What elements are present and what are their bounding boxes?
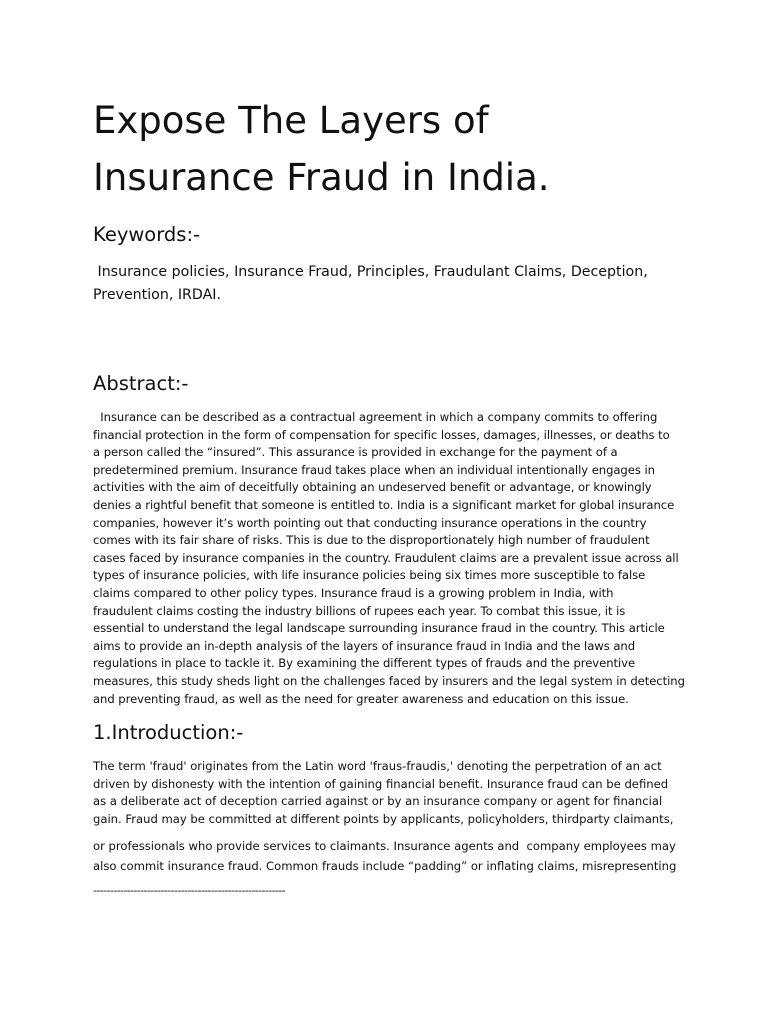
abstract-line: regulations in place to tackle it. By examining the different types of frauds and the preventive (93, 656, 636, 671)
keywords-line: Prevention, IRDAI. (93, 287, 221, 303)
abstract-line: activities with the aim of deceitfully obtaining an undeserved benefit or advantage, or knowingly (93, 480, 652, 495)
footnote-separator: --------------------------------------------------------- (93, 884, 286, 898)
abstract-line: cases faced by insurance companies in the country. Fraudulent claims are a prevalent issue across all (93, 550, 679, 565)
intro-line: or professionals who provide services to claimants. Insurance agents and company employees may (93, 839, 676, 854)
intro-line: as a deliberate act of deception carried against or by an insurance company or agent for financial (93, 794, 663, 809)
abstract-paragraph (93, 409, 683, 708)
abstract-line: aims to provide an in-depth analysis of the layers of insurance fraud in India and the laws and (93, 638, 635, 653)
intro-line: gain. Fraud may be committed at different points by applicants, policyholders, thirdparty claimants, (93, 811, 674, 826)
abstract-line: a person called the “insured”. This assurance is provided in exchange for the payment of a (93, 445, 618, 460)
abstract-line: types of insurance policies, with life insurance policies being six times more susceptible to false (93, 568, 646, 583)
abstract-line: and preventing fraud, as well as the need for greater awareness and education on this issue. (93, 691, 629, 706)
document-title (93, 92, 683, 206)
abstract-line: denies a rightful benefit that someone is entitled to. India is a significant market for global insurance (93, 497, 675, 512)
abstract-line: Insurance can be described as a contractual agreement in which a company commits to offering (93, 410, 658, 424)
abstract-line: claims compared to other policy types. Insurance fraud is a growing problem in India, with (93, 585, 614, 600)
title-line-1: Expose The Layers of (93, 99, 489, 142)
title-line-2: Insurance Fraud in India. (93, 156, 550, 199)
keywords-text (93, 261, 683, 307)
introduction-heading: 1.Introduction:- (93, 721, 244, 745)
introduction-paragraph-continued (93, 837, 683, 876)
intro-line: also commit insurance fraud. Common frauds include “padding” or inflating claims, misrepresenting (93, 858, 677, 873)
abstract-heading: Abstract:- (93, 372, 189, 395)
intro-line: The term 'fraud' originates from the Latin word 'fraus-fraudis,' denoting the perpetration of an act (93, 759, 662, 774)
abstract-line: predetermined premium. Insurance fraud takes place when an individual intentionally engages in (93, 462, 655, 477)
abstract-line: companies, however it’s worth pointing out that conducting insurance operations in the country (93, 515, 647, 530)
intro-line: driven by dishonesty with the intention of gaining financial benefit. Insurance fraud can be defined (93, 776, 669, 791)
keywords-line: Insurance policies, Insurance Fraud, Principles, Fraudulant Claims, Deception, (93, 264, 648, 280)
abstract-line: financial protection in the form of compensation for specific losses, damages, illnesses, or deaths to (93, 427, 670, 442)
abstract-line: fraudulent claims costing the industry billions of rupees each year. To combat this issue, it is (93, 603, 626, 618)
keywords-heading: Keywords:- (93, 223, 201, 246)
document-body (93, 92, 683, 897)
introduction-paragraph (93, 758, 683, 828)
abstract-line: essential to understand the legal landscape surrounding insurance fraud in the country. This article (93, 621, 665, 636)
abstract-line: comes with its fair share of risks. This is due to the disproportionately high number of fraudulent (93, 533, 650, 548)
abstract-line: measures, this study sheds light on the challenges faced by insurers and the legal system in detecting (93, 673, 685, 688)
